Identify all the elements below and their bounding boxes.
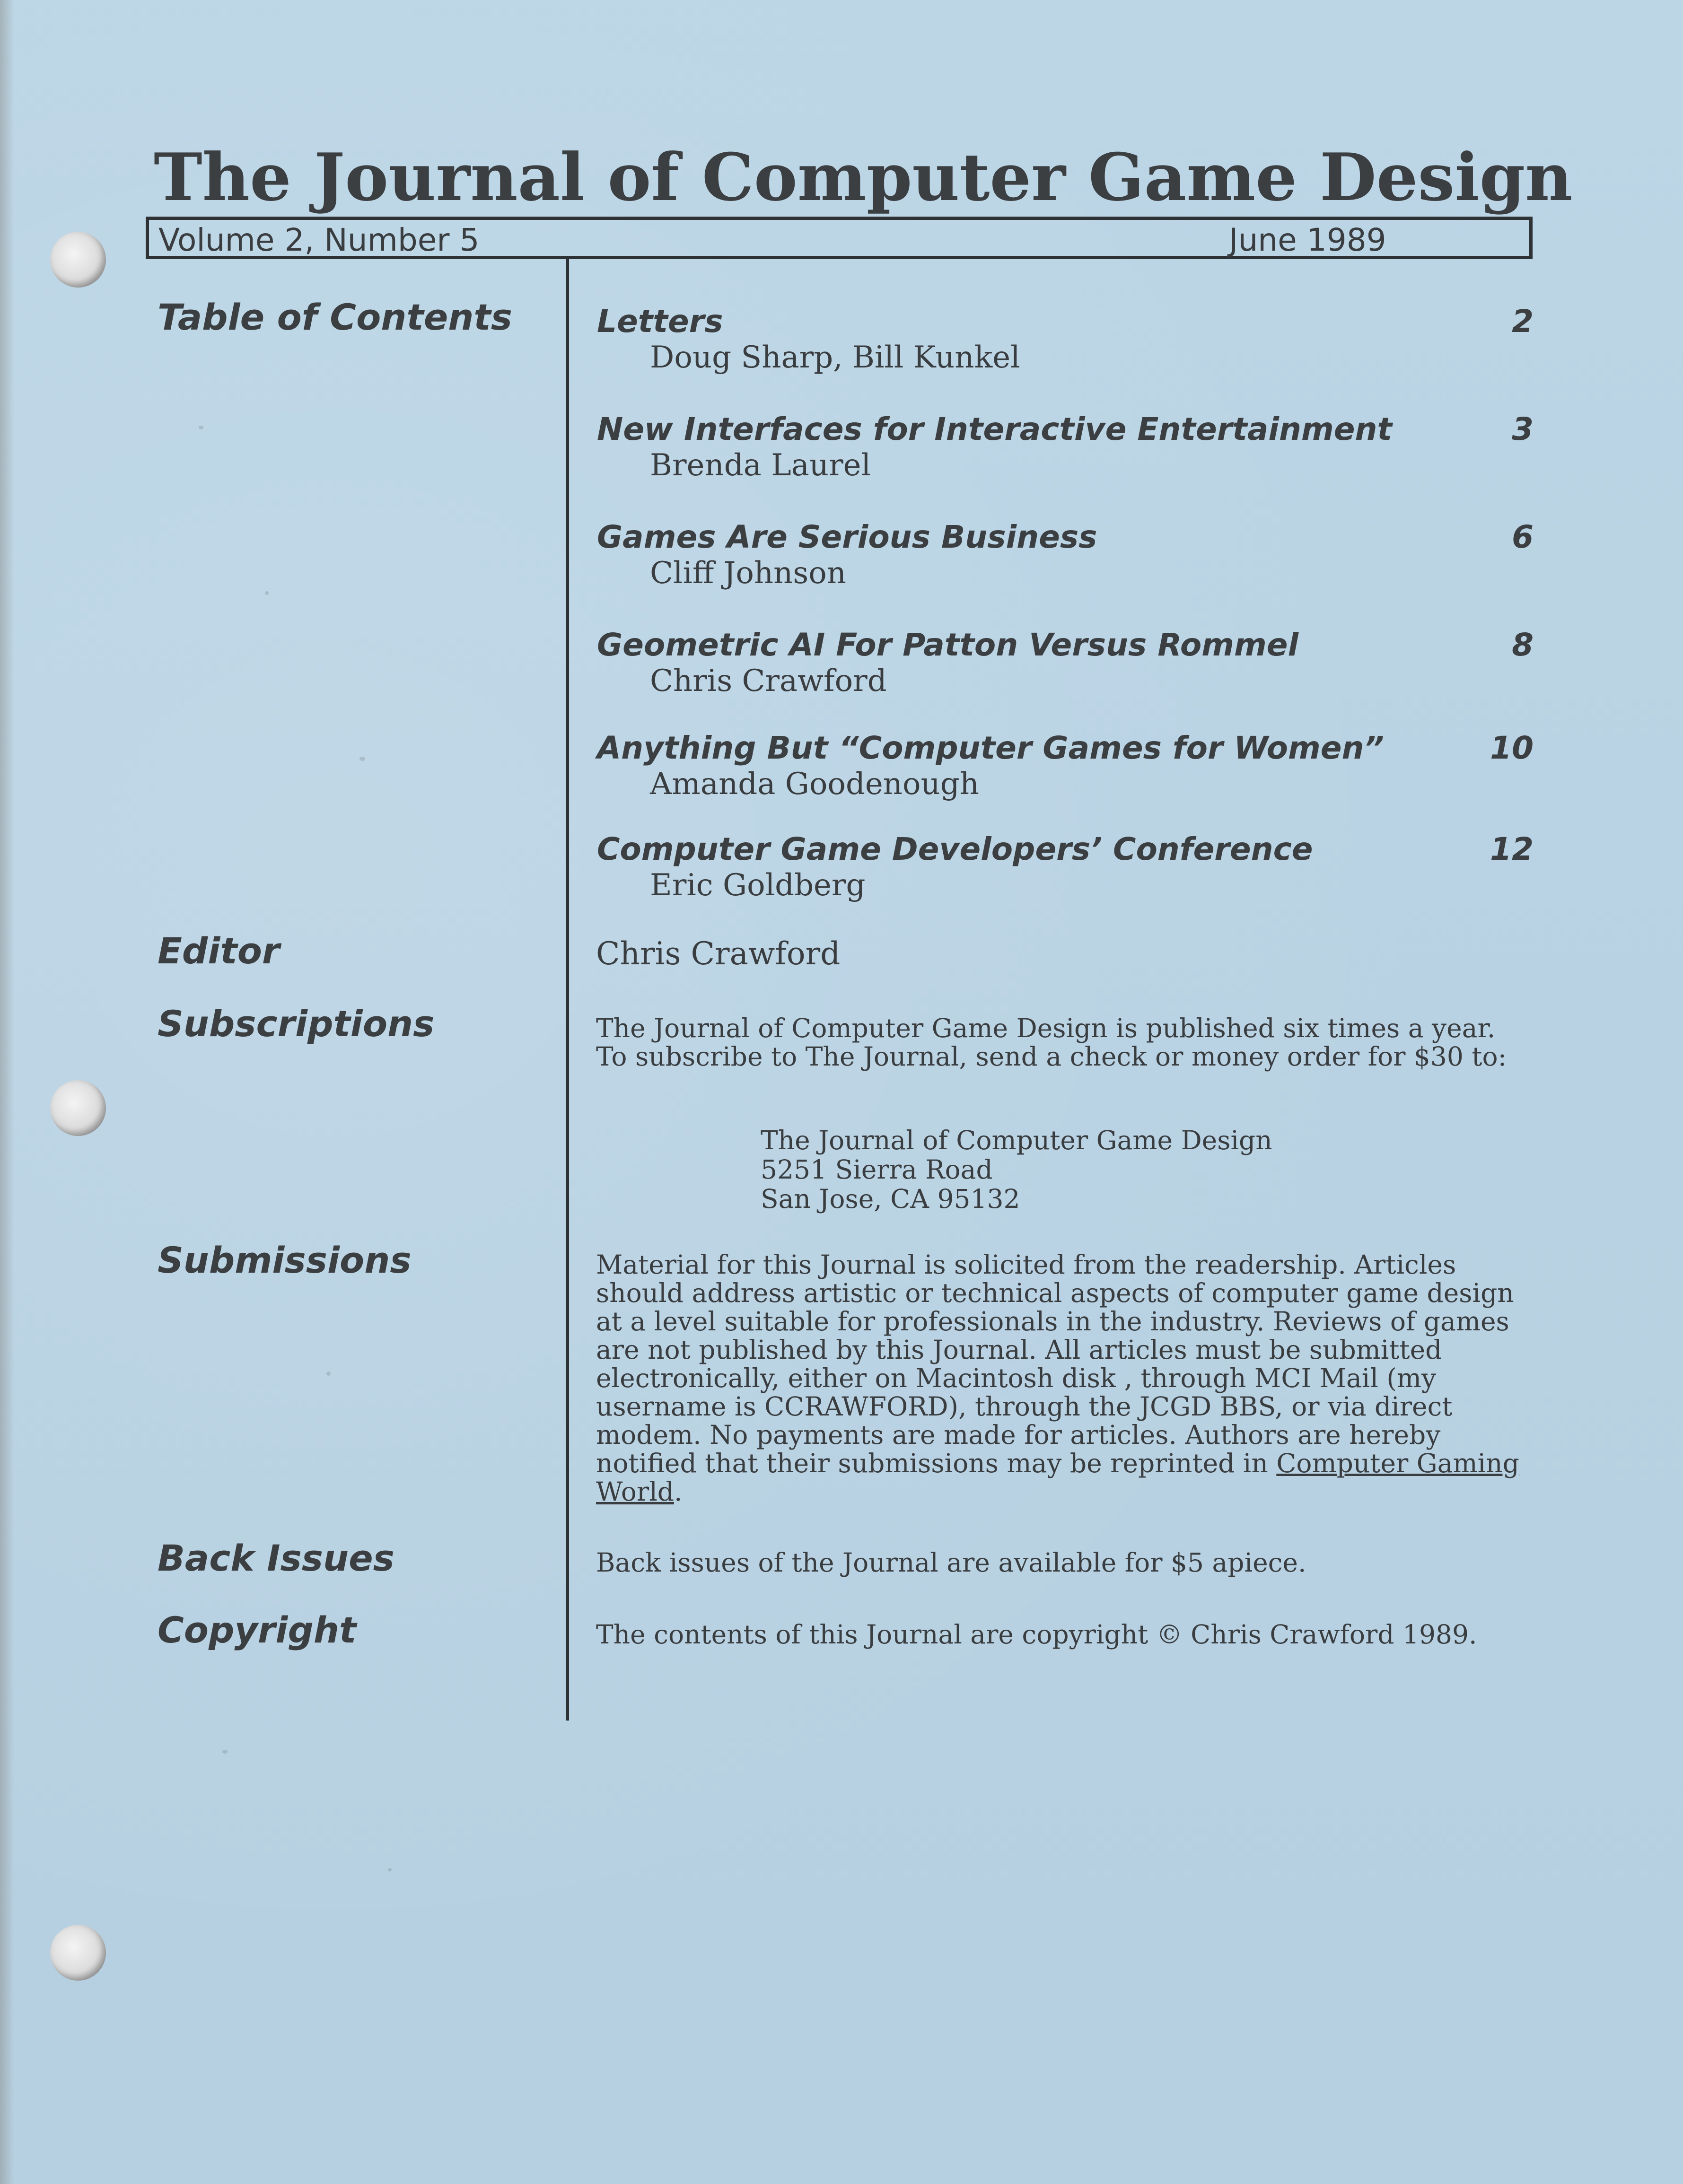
- punch-hole-top: [50, 232, 106, 288]
- label-copyright: Copyright: [158, 1609, 357, 1651]
- address-line: San Jose, CA 95132: [761, 1184, 1020, 1214]
- toc-article-author: Chris Crawford: [650, 664, 887, 699]
- issue-info-bar: [146, 217, 1533, 259]
- back-issues-text: Back issues of the Journal are available for $5 apiece.: [596, 1547, 1306, 1578]
- paper-speck: [359, 757, 365, 761]
- toc-entry[interactable]: [597, 411, 1534, 482]
- toc-entry[interactable]: [597, 626, 1534, 698]
- toc-article-title: Games Are Serious Business: [597, 519, 1097, 555]
- label-submissions: Submissions: [158, 1239, 412, 1281]
- label-back-issues: Back Issues: [158, 1537, 394, 1579]
- toc-article-author: Doug Sharp, Bill Kunkel: [650, 340, 1020, 375]
- issue-date: June 1989: [1229, 222, 1386, 258]
- submissions-body: Material for this Journal is solicited from the readership. Articles should address artistic or technical aspects of computer game design at a level suitable for professionals in the industry. Reviews of games are not published by this Journal. All articles must be submitted electronically, either on Macintosh disk , through MCI Mail (my username is CCRAWFORD), through the JCGD BBS, or via direct modem. No payments are made for articles. Authors are hereby notified that their submissions may be reprinted in: [596, 1249, 1514, 1478]
- editor-name: Chris Crawford: [596, 935, 841, 972]
- submissions-text: [596, 1250, 1523, 1506]
- paper-speck: [326, 1372, 331, 1376]
- toc-page-number: 3: [1512, 411, 1534, 447]
- journal-title: The Journal of Computer Game Design: [154, 139, 1573, 216]
- issue-volume: Volume 2, Number 5: [158, 222, 480, 258]
- toc-entry[interactable]: [597, 303, 1534, 375]
- label-table-of-contents: Table of Contents: [158, 296, 512, 338]
- toc-article-title: Geometric AI For Patton Versus Rommel: [597, 627, 1299, 663]
- toc-entry[interactable]: [597, 830, 1534, 902]
- toc-article-title: Computer Game Developers’ Conference: [597, 831, 1313, 867]
- toc-article-author: Eric Goldberg: [650, 868, 866, 903]
- toc-page-number: 10: [1490, 730, 1534, 766]
- paper-speck: [199, 426, 203, 429]
- toc-entry[interactable]: [597, 729, 1534, 801]
- paper-speck: [265, 591, 269, 595]
- toc-page-number: 2: [1512, 303, 1534, 340]
- toc-page-number: 8: [1512, 627, 1534, 663]
- punch-hole-middle: [50, 1080, 106, 1136]
- address-line: The Journal of Computer Game Design: [761, 1125, 1272, 1155]
- page-edge-shadow: [0, 0, 14, 2184]
- toc-entry[interactable]: [597, 518, 1534, 590]
- toc-article-title: Anything But “Computer Games for Women”: [597, 730, 1385, 766]
- toc-article-author: Brenda Laurel: [650, 448, 871, 483]
- toc-article-title: Letters: [597, 303, 723, 340]
- paper-speck: [388, 1868, 392, 1871]
- copyright-text: The contents of this Journal are copyright © Chris Crawford 1989.: [596, 1619, 1477, 1650]
- toc-article-author: Amanda Goodenough: [650, 767, 979, 802]
- address-line: 5251 Sierra Road: [761, 1154, 993, 1185]
- toc-page-number: 12: [1490, 831, 1534, 867]
- paper-speck: [222, 1750, 228, 1754]
- toc-article-title: New Interfaces for Interactive Entertainment: [597, 411, 1393, 447]
- label-subscriptions: Subscriptions: [158, 1003, 435, 1045]
- toc-page-number: 6: [1512, 519, 1534, 555]
- subscriptions-text: The Journal of Computer Game Design is published six times a year. To subscribe to The Journal, send a check or money order for $30 to:: [596, 1013, 1507, 1072]
- label-editor: Editor: [158, 930, 280, 972]
- column-divider: [566, 259, 569, 1721]
- computer-gaming-world-link[interactable]: Computer Gaming World: [596, 1448, 1519, 1507]
- subscription-address: [761, 1126, 1272, 1214]
- punch-hole-bottom: [50, 1925, 106, 1981]
- toc-article-author: Cliff Johnson: [650, 556, 846, 591]
- submissions-period: .: [674, 1476, 683, 1507]
